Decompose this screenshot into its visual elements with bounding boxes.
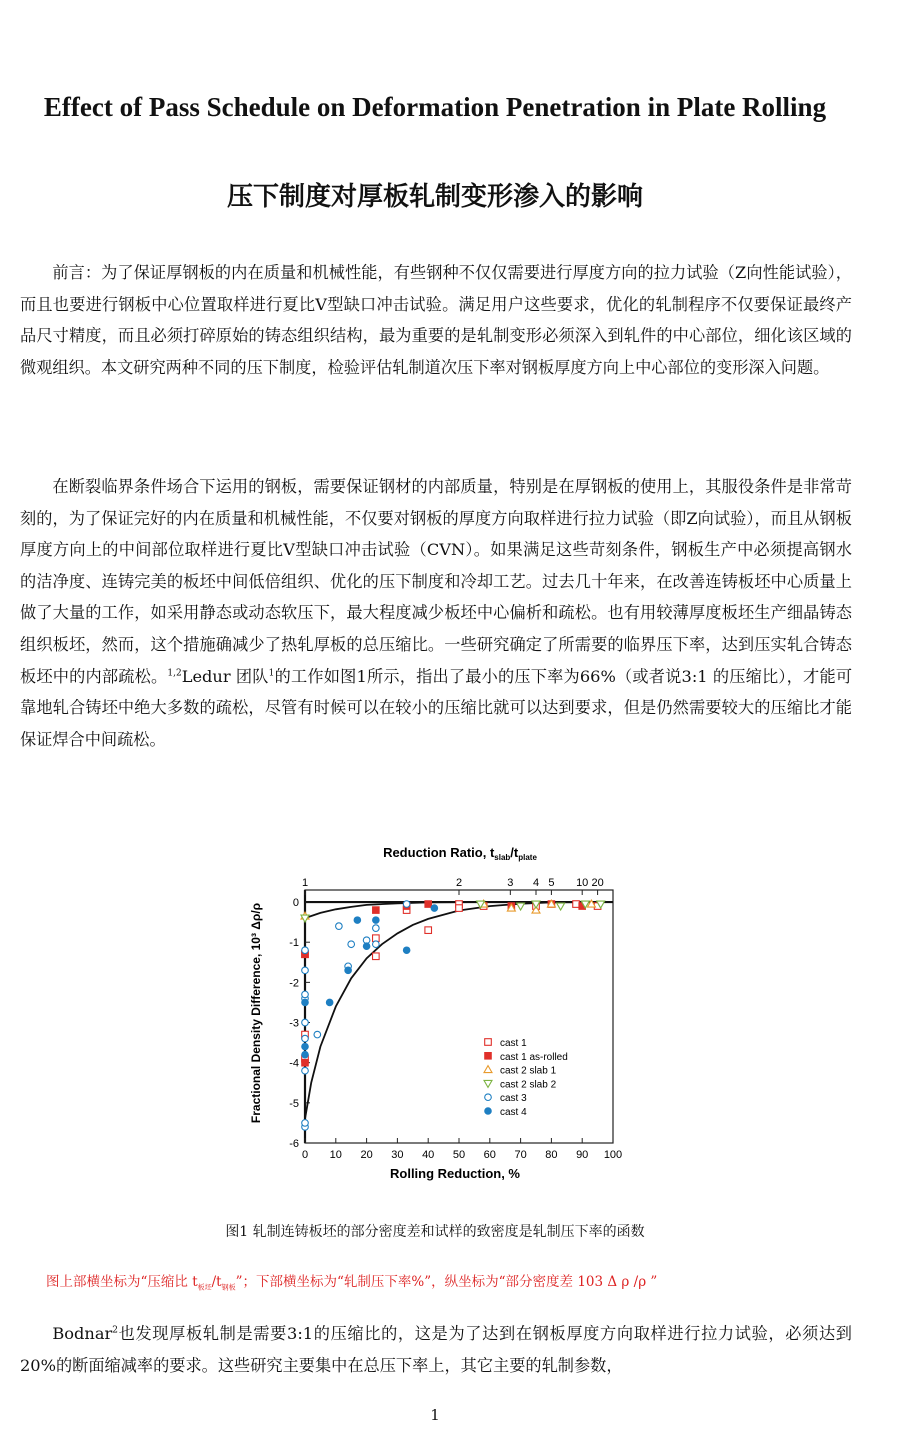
data-point — [517, 903, 525, 910]
data-point — [373, 941, 380, 948]
paragraph-text: Bodnar — [52, 1324, 113, 1343]
data-point — [302, 1035, 309, 1042]
legend-marker — [485, 1094, 492, 1101]
legend-marker — [484, 1080, 492, 1087]
top-tick-label: 4 — [532, 877, 540, 889]
data-point — [302, 1019, 309, 1026]
x-tick-label: 30 — [391, 1149, 404, 1161]
x-tick-label: 80 — [545, 1149, 558, 1161]
data-point — [302, 999, 309, 1006]
data-point — [302, 1043, 309, 1050]
top-tick-label: 10 — [576, 877, 589, 889]
data-point — [348, 941, 355, 948]
top-tick-label: 5 — [548, 877, 555, 889]
figure-note — [46, 1270, 866, 1293]
legend-marker — [485, 1039, 492, 1046]
data-point — [373, 953, 380, 960]
legend-label: cast 1 as-rolled — [500, 1051, 568, 1063]
note-text: /t — [211, 1274, 222, 1290]
data-point — [403, 947, 410, 954]
plot-frame — [305, 890, 613, 1143]
title-chinese: 压下制度对厚板轧制变形渗入的影响 — [226, 182, 643, 212]
y-tick-label: -3 — [289, 1017, 299, 1030]
x-tick-label: 0 — [301, 1149, 309, 1161]
y-tick-label: 0 — [292, 897, 299, 910]
x-tick-label: 70 — [514, 1149, 527, 1161]
legend-marker — [485, 1053, 492, 1060]
data-point — [573, 901, 580, 908]
note-text: 图上部横坐标为“压缩比 t — [46, 1274, 198, 1290]
legend-label: cast 3 — [500, 1093, 527, 1105]
top-axis-label: Reduction Ratio, $t_{slab}/t_{plate}$ — [383, 845, 537, 862]
x-tick-label: 100 — [603, 1149, 623, 1161]
data-point — [302, 991, 309, 998]
data-point — [326, 999, 333, 1006]
data-point — [557, 903, 565, 910]
preface-paragraph: 前言：为了保证厚钢板的内在质量和机械性能，有些钢种不仅仅需要进行厚度方向的拉力试验（Z向性能试验），而且也要进行钢板中心位置取样进行夏比V型缺口冲击试验。满足用户这些要求，优化的轧制程序不仅要保证最终产品尺寸精度，而且必须打碎原始的铸态组织结构，最为重要的是轧制变形必须深入到轧件的中心部位，细化该区域的微观组织。本文研究两种不同的压下制度，检验评估轧制道次压下率对钢板厚度方向上中心部位的变形深入问题。 — [20, 263, 852, 377]
citation-superscript: 1,2 — [167, 668, 182, 679]
legend-label: cast 2 slab 1 — [500, 1065, 557, 1077]
legend-marker — [485, 1108, 492, 1115]
data-point — [302, 947, 309, 954]
paragraph-text: Ledur 团队 — [181, 666, 269, 686]
data-point — [354, 917, 361, 924]
top-tick-label: 2 — [455, 877, 463, 889]
x-tick-label: 60 — [483, 1149, 496, 1161]
x-tick-label: 50 — [452, 1149, 466, 1161]
y-tick-label: -5 — [289, 1097, 299, 1110]
data-point — [431, 905, 438, 912]
data-point — [345, 967, 352, 974]
data-point — [425, 901, 432, 908]
y-tick-label: -6 — [289, 1138, 299, 1150]
data-point — [363, 943, 370, 950]
data-point — [373, 917, 380, 924]
legend-label: cast 1 — [500, 1038, 527, 1049]
data-point — [456, 905, 463, 912]
y-tick-label: -1 — [289, 937, 299, 950]
y-tick-label: -4 — [289, 1057, 299, 1070]
data-point — [425, 927, 432, 934]
citation-superscript: 1 — [268, 668, 275, 679]
x-tick-label: 40 — [422, 1149, 435, 1161]
note-subscript: 钢板 — [221, 1283, 236, 1292]
data-point — [302, 967, 309, 974]
legend-label: cast 4 — [500, 1107, 527, 1118]
x-tick-label: 20 — [360, 1149, 373, 1161]
top-tick-label: 1 — [301, 877, 309, 889]
y-tick-label: -2 — [289, 977, 299, 990]
paragraph-text: 在断裂临界条件场合下运用的钢板，需要保证钢材的内部质量，特别是在厚钢板的使用上，其服役条件是非常苛刻的，为了保证完好的内在质量和机械性能，不仅要对钢板的厚度方向取样进行拉力试验（即Z向试验），而且从钢板厚度方向上的中间部位取样进行夏比V型缺口冲击试验（CVN）。如果满足这些苛刻条件，钢板生产中必须提高钢水的洁净度、连铸完美的板坯中间低倍组织、优化的压下制度和冷却工艺。过去几十年来，在改善连铸板坯中心质量上做了大量的工作，如采用静态或动态软压下，最大程度减少板坯中心偏析和疏松。也有用较薄厚度板坯生产细晶铸态组织板坯，然而，这个措施确减少了热轧厚板的总压缩比。一些研究确定了所需要的临界压下率，达到压实轧合铸态板坯中的内部疏松。 — [20, 477, 852, 686]
body-paragraph-2 — [20, 1318, 852, 1381]
data-point — [302, 1051, 309, 1058]
body-paragraph-1 — [20, 471, 852, 755]
figure-1-chart — [240, 838, 640, 1190]
data-point — [302, 1059, 309, 1066]
page-number: 1 — [430, 1406, 440, 1424]
y-axis-label: Fractional Density Difference, 10³ Δρ/ρ — [249, 902, 263, 1124]
data-point — [302, 1067, 309, 1074]
data-point — [373, 907, 380, 914]
data-point — [403, 901, 410, 908]
note-text: ”；下部横坐标为“轧制压下率%”，纵坐标为“部分密度差 103 Δ ρ /ρ ” — [235, 1274, 658, 1290]
paragraph-text: 的工作如图1所示，指出了最小的压下率为66%（或者说3:1 的压缩比），才能可靠地轧合铸坯中绝大多数的疏松，尽管有时候可以在较小的压缩比就可以达到要求，但是仍然需要较大的压缩比才能保证焊合中间疏松。 — [20, 666, 853, 749]
data-point — [302, 1120, 309, 1127]
legend-marker — [484, 1066, 492, 1073]
top-tick-label: 20 — [591, 877, 604, 889]
note-subscript: 板坯 — [197, 1283, 212, 1292]
figure-caption: 图1 轧制连铸板坯的部分密度差和试样的致密度是轧制压下率的函数 — [225, 1224, 645, 1240]
legend-label: cast 2 slab 2 — [500, 1079, 557, 1091]
x-tick-label: 10 — [329, 1149, 342, 1161]
x-tick-label: 90 — [576, 1149, 589, 1161]
citation-superscript: 2 — [112, 1325, 118, 1336]
top-tick-label: 3 — [507, 877, 514, 889]
data-point — [336, 923, 343, 930]
x-axis-label: Rolling Reduction, % — [390, 1166, 520, 1181]
paragraph-text: 也发现厚板轧制是需要3:1的压缩比的，这是为了达到在钢板厚度方向取样进行拉力试验，必须达到 20%的断面缩减率的要求。这些研究主要集中在总压下率上，其它主要的轧制参数， — [20, 1324, 852, 1375]
fit-curve — [305, 902, 613, 1119]
data-point — [314, 1031, 321, 1038]
data-point — [373, 925, 380, 932]
title-english: Effect of Pass Schedule on Deformation Penetration in Plate Rolling — [43, 92, 827, 122]
